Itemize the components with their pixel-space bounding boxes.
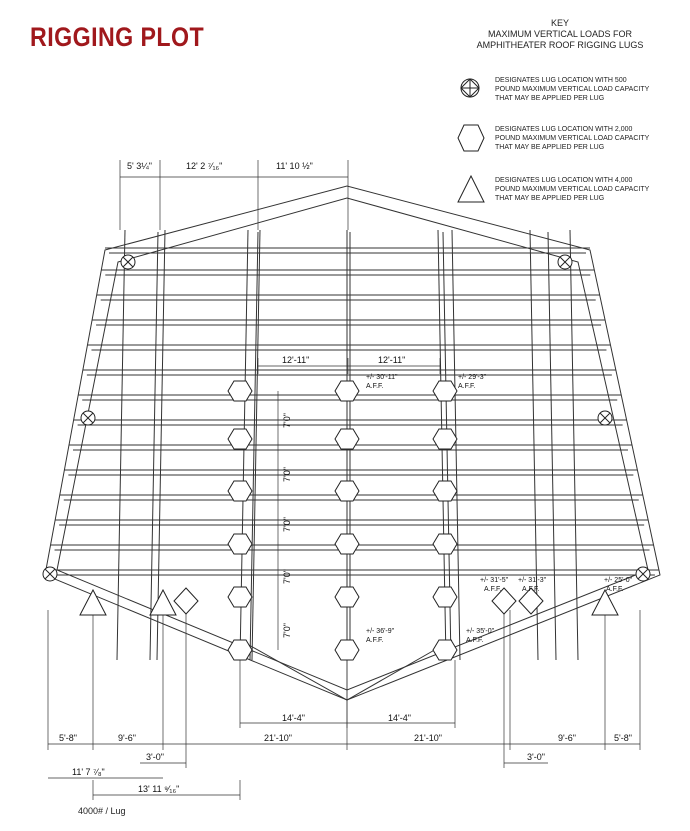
dim-top-2: 12' 2 ⁷⁄₁₆" bbox=[186, 161, 223, 171]
dim-three-right: 3'-0" bbox=[527, 752, 545, 762]
dim-row1-e: 9'-6" bbox=[558, 733, 576, 743]
dim-eleven: 11' 7 ⁷⁄₈" bbox=[72, 767, 105, 777]
dim-vertical-5: 7'0" bbox=[282, 623, 292, 638]
dim-mid-left: 12'-11" bbox=[282, 355, 310, 365]
dim-row1-d: 21'-10" bbox=[414, 733, 442, 743]
key-item-4000-line-1: DESIGNATES LUG LOCATION WITH 4,000 bbox=[495, 177, 633, 184]
dim-inner-right: 14'-4" bbox=[388, 713, 411, 723]
hexagon-icon bbox=[335, 481, 359, 501]
hexagon-icon bbox=[335, 640, 359, 660]
dim-thirteen: 13' 11 ⁹⁄₁₆" bbox=[138, 784, 180, 794]
dim-inner-left: 14'-4" bbox=[282, 713, 305, 723]
circle-cross-icon bbox=[461, 79, 479, 97]
key-item-500-line-2: POUND MAXIMUM VERTICAL LOAD CAPACITY bbox=[495, 86, 650, 93]
dim-top-3: 11' 10 ½" bbox=[276, 161, 313, 171]
elevation-aff-6: A.F.F. bbox=[522, 586, 540, 593]
key-item-500-line-1: DESIGNATES LUG LOCATION WITH 500 bbox=[495, 77, 627, 84]
elevation-label-2: +/- 29'-3" bbox=[458, 374, 487, 381]
hexagon-icon bbox=[228, 640, 252, 660]
triangle-icon bbox=[458, 176, 484, 202]
hexagon-icon bbox=[458, 125, 484, 151]
elevation-label-7: +/- 25'-0" bbox=[604, 577, 633, 584]
dim-vertical-1: 7'0" bbox=[282, 413, 292, 428]
dim-row1-b: 9'-6" bbox=[118, 733, 136, 743]
elevation-label-6: +/- 31'-3" bbox=[518, 577, 547, 584]
dim-row1-a: 5'-8" bbox=[59, 733, 77, 743]
diamond-icon bbox=[174, 588, 198, 614]
hexagon-icon bbox=[335, 587, 359, 607]
hexagon-icon bbox=[335, 429, 359, 449]
triangle-icon bbox=[150, 590, 176, 615]
elevation-label-4: +/- 35'-0" bbox=[466, 628, 495, 635]
dim-row1-c: 21'-10" bbox=[264, 733, 292, 743]
hexagon-icon bbox=[335, 534, 359, 554]
hexagon-icon bbox=[228, 429, 252, 449]
dim-mid-right: 12'-11" bbox=[378, 355, 406, 365]
hexagon-icon bbox=[433, 429, 457, 449]
hexagon-icon bbox=[228, 534, 252, 554]
key-item-500-line-3: THAT MAY BE APPLIED PER LUG bbox=[495, 95, 605, 102]
dim-vertical-2: 7'0" bbox=[282, 467, 292, 482]
key-title: KEY bbox=[550, 18, 569, 28]
triangle-icon bbox=[80, 590, 106, 615]
elevation-label-5: +/- 31'-5" bbox=[480, 577, 509, 584]
elevation-label-3: +/- 36'-9" bbox=[366, 628, 395, 635]
elevation-aff-4: A.F.F. bbox=[466, 637, 484, 644]
hexagon-icon bbox=[228, 481, 252, 501]
dim-top-1: 5' 3¼" bbox=[127, 161, 152, 171]
page-title: RIGGING PLOT bbox=[30, 22, 205, 52]
dim-row1-f: 5'-8" bbox=[614, 733, 632, 743]
hexagon-icon bbox=[433, 481, 457, 501]
rafter bbox=[548, 232, 556, 660]
hexagon-icon bbox=[228, 587, 252, 607]
hexagon-icon bbox=[433, 381, 457, 401]
key-item-2000-line-2: POUND MAXIMUM VERTICAL LOAD CAPACITY bbox=[495, 135, 650, 142]
key-item-4000-line-2: POUND MAXIMUM VERTICAL LOAD CAPACITY bbox=[495, 186, 650, 193]
rafter bbox=[150, 232, 158, 660]
dimension-lines bbox=[48, 160, 640, 800]
elevation-aff-2: A.F.F. bbox=[458, 383, 476, 390]
key-subtitle-1: MAXIMUM VERTICAL LOADS FOR bbox=[487, 29, 633, 39]
dim-vertical-4: 7'0" bbox=[282, 569, 292, 584]
key-subtitle-2: AMPHITHEATER ROOF RIGGING LUGS bbox=[476, 40, 644, 50]
key-item-2000-line-1: DESIGNATES LUG LOCATION WITH 2,000 bbox=[495, 126, 633, 133]
key-item-2000-line-3: THAT MAY BE APPLIED PER LUG bbox=[495, 144, 605, 151]
elevation-aff-7: A.F.F. bbox=[606, 586, 624, 593]
dim-vertical-3: 7'0" bbox=[282, 517, 292, 532]
footnote: 4000# / Lug bbox=[78, 806, 126, 816]
elevation-aff-1: A.F.F. bbox=[366, 383, 384, 390]
key-item-4000-line-3: THAT MAY BE APPLIED PER LUG bbox=[495, 195, 605, 202]
elevation-label-1: +/- 30'-11" bbox=[366, 374, 398, 381]
hexagon-icon bbox=[335, 381, 359, 401]
hexagon-icon bbox=[433, 534, 457, 554]
elevation-aff-5: A.F.F. bbox=[484, 586, 502, 593]
hexagon-icon bbox=[228, 381, 252, 401]
elevation-aff-3: A.F.F. bbox=[366, 637, 384, 644]
hexagon-icon bbox=[433, 587, 457, 607]
dim-three-left: 3'-0" bbox=[146, 752, 164, 762]
